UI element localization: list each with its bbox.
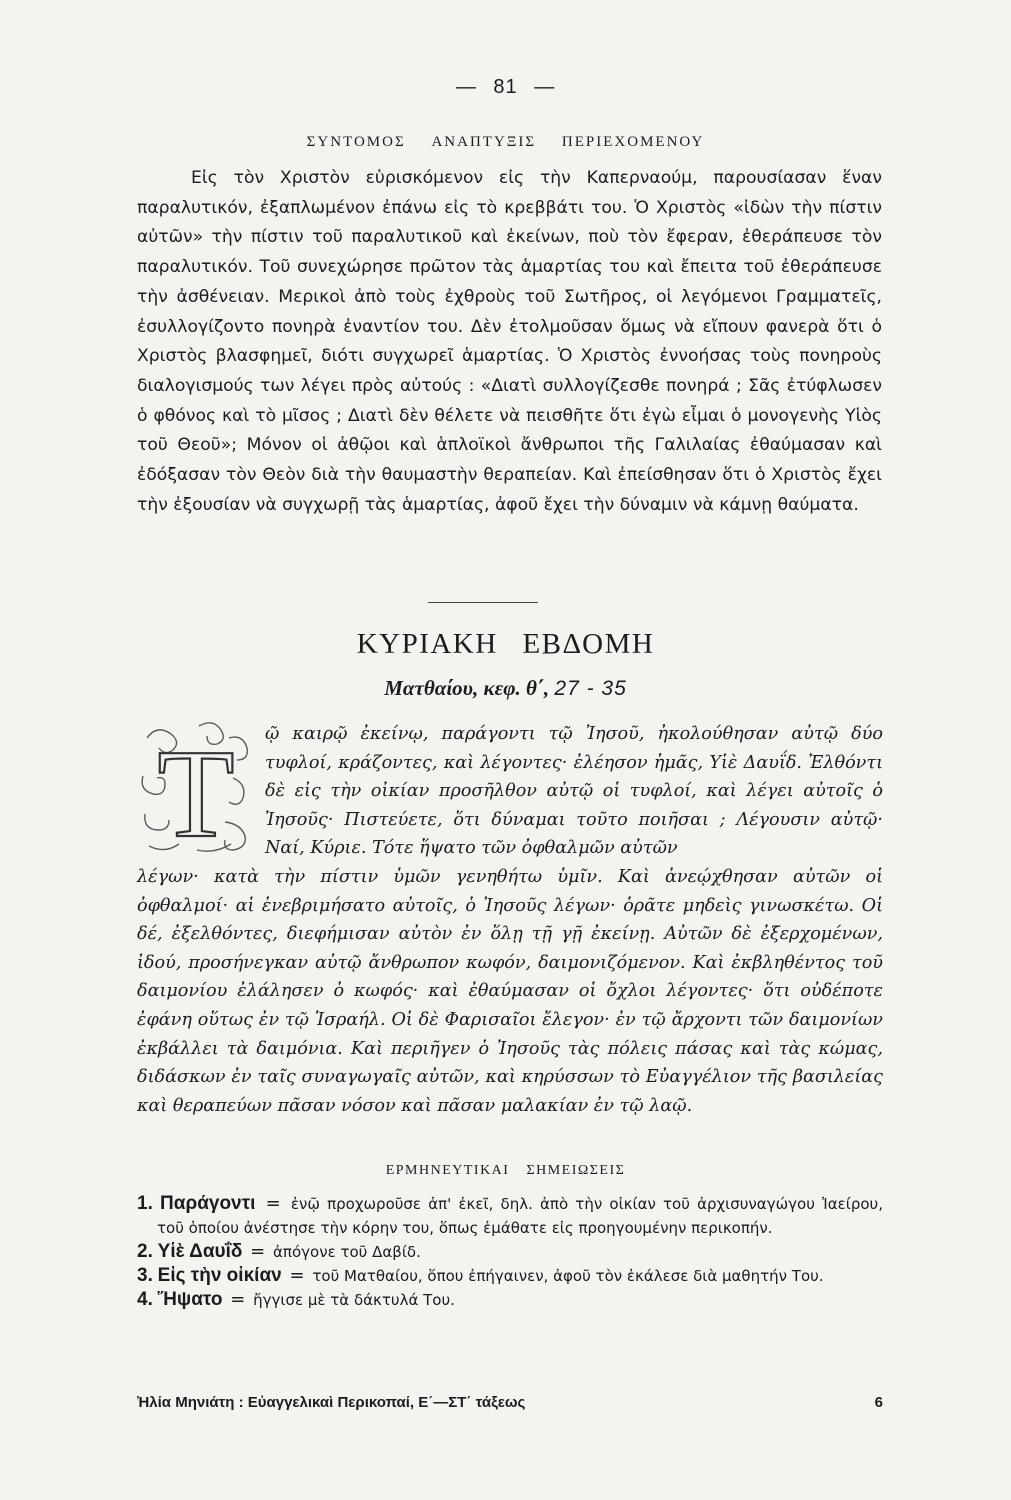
gospel-text-opening: ῷ καιρῷ ἐκείνῳ, παράγοντι τῷ Ἰησοῦ, ἠκολούθησαν αὐτῷ δύο τυφλοί, κράζοντες, καὶ λέγοντες· ἐλέησον ἡμᾶς, Υἱὲ Δαυΐδ. Ἐλθόντι δὲ εἰς τὴν οἰκίαν προσῆλθον αὐτῷ οἱ τυφλοί, καὶ λέγει αὐτοῖς ὁ Ἰησοῦς· Πιστεύετε, ὅτι δύναμαι τοῦτο ποιῆσαι ; Λέγουσιν αὐτῷ· Ναί, Κύριε. Τότε ἥψατο τῶν ὀφθαλμῶν αὐτῶν — [265, 724, 883, 859]
sunday-title-word-1: ΚΥΡΙΑΚΗ — [356, 628, 498, 660]
note-equals: = — [289, 1265, 305, 1286]
note-number: 2. — [137, 1241, 153, 1262]
note-term: Ἥψατο — [157, 1289, 223, 1310]
page-footer — [137, 1394, 883, 1411]
page-number-dash-right: — — [534, 76, 556, 98]
page-number-line — [0, 76, 1011, 99]
note-number: 3. — [137, 1265, 153, 1286]
summary-heading-word-3: ΠΕΡΙΕΧΟΜΕΝΟΥ — [561, 134, 705, 150]
note-term: Υἱὲ Δαυΐδ — [157, 1241, 243, 1262]
note-term: Εἰς τὴν οἰκίαν — [157, 1265, 282, 1286]
sunday-title — [0, 628, 1011, 661]
page-number: 81 — [493, 76, 518, 98]
note-text: ἐνῷ προχωροῦσε ἀπ' ἐκεῖ, δηλ. ἀπὸ τὴν οἰκίαν τοῦ ἀρχισυναγώγου Ἰαείρου, τοῦ ὁποίου ἀνέστησε τὴν κόρην του, ὅπως ἐμάθατε εἰς προηγουμένην περικοπήν. — [157, 1195, 883, 1237]
note-item — [137, 1288, 883, 1312]
note-equals: = — [250, 1241, 266, 1262]
summary-heading — [0, 134, 1011, 151]
notes-heading-word-1: ΕΡΜΗΝΕΥΤΙΚΑΙ — [385, 1163, 510, 1178]
reference-book: Ματθαίου, — [384, 676, 479, 700]
page-number-dash-left: — — [455, 76, 477, 98]
sunday-title-word-2: ΕΒΔΟΜΗ — [522, 628, 655, 660]
summary-heading-word-2: ΑΝΑΠΤΥΞΙΣ — [431, 134, 537, 150]
section-separator — [428, 602, 538, 603]
summary-paragraph: Εἰς τὸν Χριστὸν εὑρισκόμενον εἰς τὴν Καπερναούμ, παρουσίασαν ἕναν παραλυτικόν, ἐξαπλωμένον ἐπάνω εἰς τὸ κρεββάτι του. Ὁ Χριστὸς «ἰδὼν τὴν πίστιν αὐτῶν» τὴν πίστιν τοῦ παραλυτικοῦ καὶ ἐκείνων, ποὺ τὸν ἔφεραν, ἐθεράπευσε τὸν παραλυτικόν. Τοῦ συνεχώρησε πρῶτον τὰς ἁμαρτίας του καὶ ἔπειτα τοῦ ἐθεράπευσε τὴν ἀσθένειαν. Μερικοὶ ἀπὸ τοὺς ἐχθροὺς τοῦ Σωτῆρος, οἱ λεγόμενοι Γραμματεῖς, ἐσυλλογίζοντο πονηρὰ ἐναντίον του. Δὲν ἐτολμοῦσαν ὅμως νὰ εἴπουν φανερὰ ὅτι ὁ Χριστὸς βλασφημεῖ, διότι συγχωρεῖ ἁμαρτίας. Ὁ Χριστὸς ἐννοήσας τοὺς πονηροὺς διαλογισμούς των λέγει πρὸς αὐτούς : «Διατὶ συλλογίζεσθε πονηρά ; Σᾶς ἐτύφλωσεν ὁ φθόνος καὶ τὸ μῖσος ; Διατὶ δὲν θέλετε νὰ πεισθῆτε ὅτι ἐγὼ εἶμαι ὁ μονογενὴς Υἱὸς τοῦ Θεοῦ»; Μόνον οἱ ἀθῷοι καὶ ἁπλοϊκοὶ ἄνθρωποι τῆς Γαλιλαίας ἐθαύμασαν καὶ ἐδόξασαν τὸν Θεὸν διὰ τὴν θαυμαστὴν θεραπείαν. Καὶ ἐπείσθησαν ὅτι ὁ Χριστὸς ἔχει τὴν ἐξουσίαν νὰ συγχωρῇ τὰς ἁμαρτίας, ἀφοῦ ἔχει τὴν δύναμιν νὰ κάμνῃ θαύματα. — [137, 168, 882, 515]
note-item — [137, 1192, 883, 1240]
footer-signature-number: 6 — [874, 1394, 883, 1411]
note-term: Παράγοντι — [160, 1193, 256, 1214]
note-item — [137, 1264, 883, 1288]
note-text: τοῦ Ματθαίου, ὅπου ἐπήγαινεν, ἀφοῦ τὸν ἐκάλεσε διὰ μαθητήν Του. — [312, 1267, 824, 1285]
notes-heading — [0, 1163, 1011, 1179]
gospel-text-continued: λέγων· κατὰ τὴν πίστιν ὑμῶν γενηθήτω ὑμῖν. Καὶ ἀνεῴχθησαν αὐτῶν οἱ ὀφθαλμοί· αἱ ἐνεβριμήσατο αὐτοῖς, ὁ Ἰησοῦς λέγων· ὁρᾶτε μηδεὶς γινωσκέτω. Οἱ δέ, ἐξελθόντες, διεφήμισαν αὐτὸν ἐν ὅλῃ τῇ γῇ ἐκείνῃ. Αὐτῶν δὲ ἐξερχομένων, ἰδού, προσήνεγκαν αὐτῷ ἄνθρωπον κωφόν, δαιμονιζόμενον. Καὶ ἐκβληθέντος τοῦ δαιμονίου ἐλάλησεν ὁ κωφός· καὶ ἐθαύμασαν οἱ ὄχλοι λέγοντες· ὅτι οὐδέποτε ἐφάνη οὕτως ἐν τῷ Ἰσραήλ. Οἱ δὲ Φαρισαῖοι ἔλεγον· ἐν τῷ ἄρχοντι τῶν δαιμονίων ἐκβάλλει τὰ δαιμόνια. Καὶ περιῆγεν ὁ Ἰησοῦς τὰς πόλεις πάσας καὶ τὰς κώμας, διδάσκων ἐν ταῖς συναγωγαῖς αὐτῶν, καὶ κηρύσσων τὸ Εὐαγγέλιον τῆς βασιλείας καὶ θεραπεύων πᾶσαν νόσον καὶ πᾶσαν μαλακίαν ἐν τῷ λαῷ. — [137, 867, 883, 1116]
note-item — [137, 1240, 883, 1264]
note-equals: = — [230, 1289, 246, 1310]
reference-chapter: κεφ. θ΄, — [483, 676, 550, 700]
note-text: ἤγγισε μὲ τὰ δάκτυλά Του. — [253, 1291, 455, 1309]
note-equals: = — [265, 1193, 281, 1214]
note-number: 4. — [137, 1289, 153, 1310]
summary-heading-word-1: ΣΥΝΤΟΜΟΣ — [306, 134, 406, 150]
note-text: ἀπόγονε τοῦ Δαβίδ. — [273, 1243, 421, 1261]
drop-cap-letter: T — [157, 725, 235, 856]
ornamental-drop-cap — [137, 718, 255, 856]
footer-book-title: Ἠλία Μηνιάτη : Εὐαγγελικαὶ Περικοπαί, Ε΄—ΣΤ΄ τάξεως — [137, 1394, 526, 1411]
scripture-reference — [0, 676, 1011, 701]
explanatory-notes — [137, 1192, 883, 1312]
note-number: 1. — [137, 1193, 153, 1214]
reference-verses: 27 - 35 — [554, 677, 627, 700]
notes-heading-word-2: ΣΗΜΕΙΩΣΕΙΣ — [526, 1163, 626, 1178]
